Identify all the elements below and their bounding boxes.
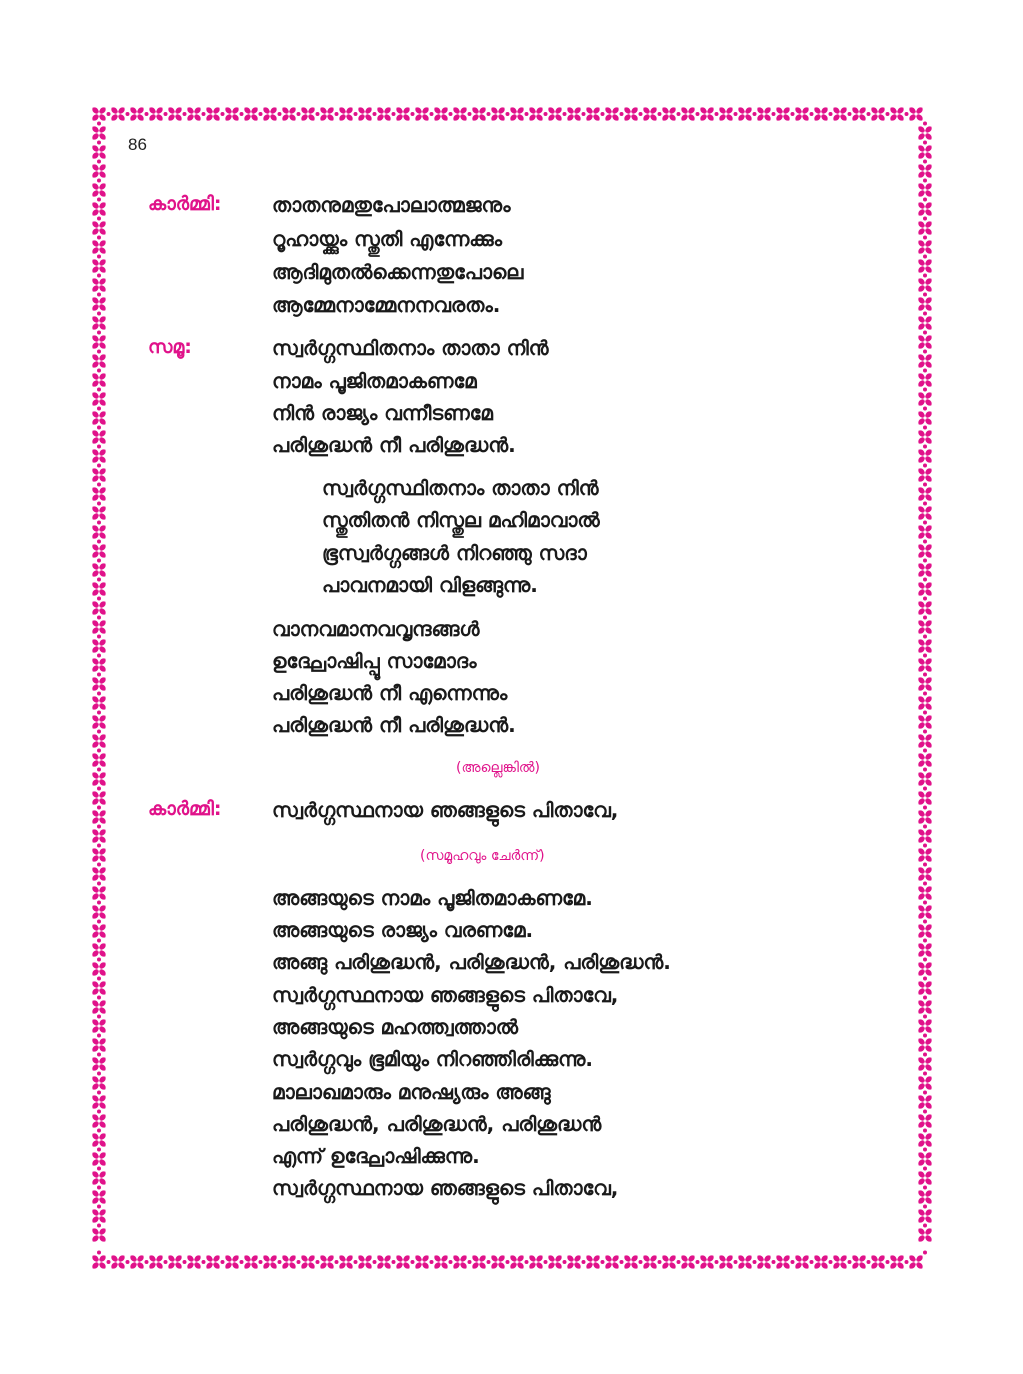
verse-line: പരിശുദ്ധൻ, പരിശുദ്ധൻ, പരിശുദ്ധൻ bbox=[272, 1112, 602, 1136]
speaker-label: കാർമ്മി: bbox=[148, 193, 222, 215]
verse-line: സ്വർഗ്ഗസ്ഥിതനാം താതാ നിൻ bbox=[272, 336, 549, 360]
verse-line: പാവനമായി വിളങ്ങുന്നു. bbox=[322, 573, 538, 597]
verse-line: അങ്ങു പരിശുദ്ധൻ, പരിശുദ്ധൻ, പരിശുദ്ധൻ. bbox=[272, 950, 671, 974]
verse-line: റൂഹായ്ക്കും സ്തുതി എന്നേക്കും bbox=[272, 227, 503, 251]
speaker-label: കാർമ്മി: bbox=[148, 798, 222, 820]
verse-line: താതനുമതുപോലാത്മജനും bbox=[272, 193, 511, 217]
verse-line: അങ്ങയുടെ രാജ്യം വരണമേ. bbox=[272, 918, 534, 942]
verse-line: സ്വർഗ്ഗസ്ഥനായ ഞങ്ങളുടെ പിതാവേ, bbox=[272, 983, 619, 1007]
verse-line: പരിശുദ്ധൻ നീ എന്നെന്നും bbox=[272, 681, 508, 705]
speaker-label: സമൂ: bbox=[148, 336, 192, 358]
verse-line: സ്തുതിതൻ നിസ്തുല മഹിമാവാൽ bbox=[322, 508, 600, 532]
verse-line: സ്വർഗ്ഗസ്ഥനായ ഞങ്ങളുടെ പിതാവേ, bbox=[272, 1176, 619, 1200]
verse-line: പരിശുദ്ധൻ നീ പരിശുദ്ധൻ. bbox=[272, 713, 516, 737]
verse-line: നാമം പൂജിതമാകണമേ bbox=[272, 369, 477, 393]
verse-line: മാലാഖമാരും മനുഷ്യരും അങ്ങു bbox=[272, 1080, 551, 1104]
verse-line: പരിശുദ്ധൻ നീ പരിശുദ്ധൻ. bbox=[272, 433, 516, 457]
verse-line: ഉദ്ഘോഷിപ്പൂ സാമോദം bbox=[272, 649, 477, 673]
verse-line: വാനവമാനവവൃന്ദങ്ങൾ bbox=[272, 617, 480, 641]
verse-line: അങ്ങയുടെ മഹത്ത്വത്താൽ bbox=[272, 1015, 519, 1039]
verse-line: സ്വർഗ്ഗവും ഭൂമിയും നിറഞ്ഞിരിക്കുന്നു. bbox=[272, 1047, 593, 1071]
verse-line: സ്വർഗ്ഗസ്ഥനായ ഞങ്ങളുടെ പിതാവേ, bbox=[272, 798, 619, 822]
verse-line: നിൻ രാജ്യം വന്നീടണമേ bbox=[272, 401, 493, 425]
verse-line: ഭൂസ്വർഗ്ഗങ്ങൾ നിറഞ്ഞു സദാ bbox=[322, 541, 587, 565]
verse-line: ആമ്മേനാമ്മേനനവരതം. bbox=[272, 293, 501, 317]
rubric-together: (സമൂഹവും ചേർന്ന്) bbox=[420, 848, 545, 864]
verse-line: സ്വർഗ്ഗസ്ഥിതനാം താതാ നിൻ bbox=[322, 476, 599, 500]
verse-line: ആദിമുതൽക്കെന്നതുപോലെ bbox=[272, 260, 524, 284]
rubric-alternative: (അല്ലെങ്കിൽ) bbox=[456, 760, 540, 776]
page-number: 86 bbox=[128, 135, 147, 154]
verse-line: എന്ന് ഉദ്ഘോഷിക്കുന്നു. bbox=[272, 1144, 480, 1168]
verse-line: അങ്ങയുടെ നാമം പൂജിതമാകണമേ. bbox=[272, 886, 593, 910]
